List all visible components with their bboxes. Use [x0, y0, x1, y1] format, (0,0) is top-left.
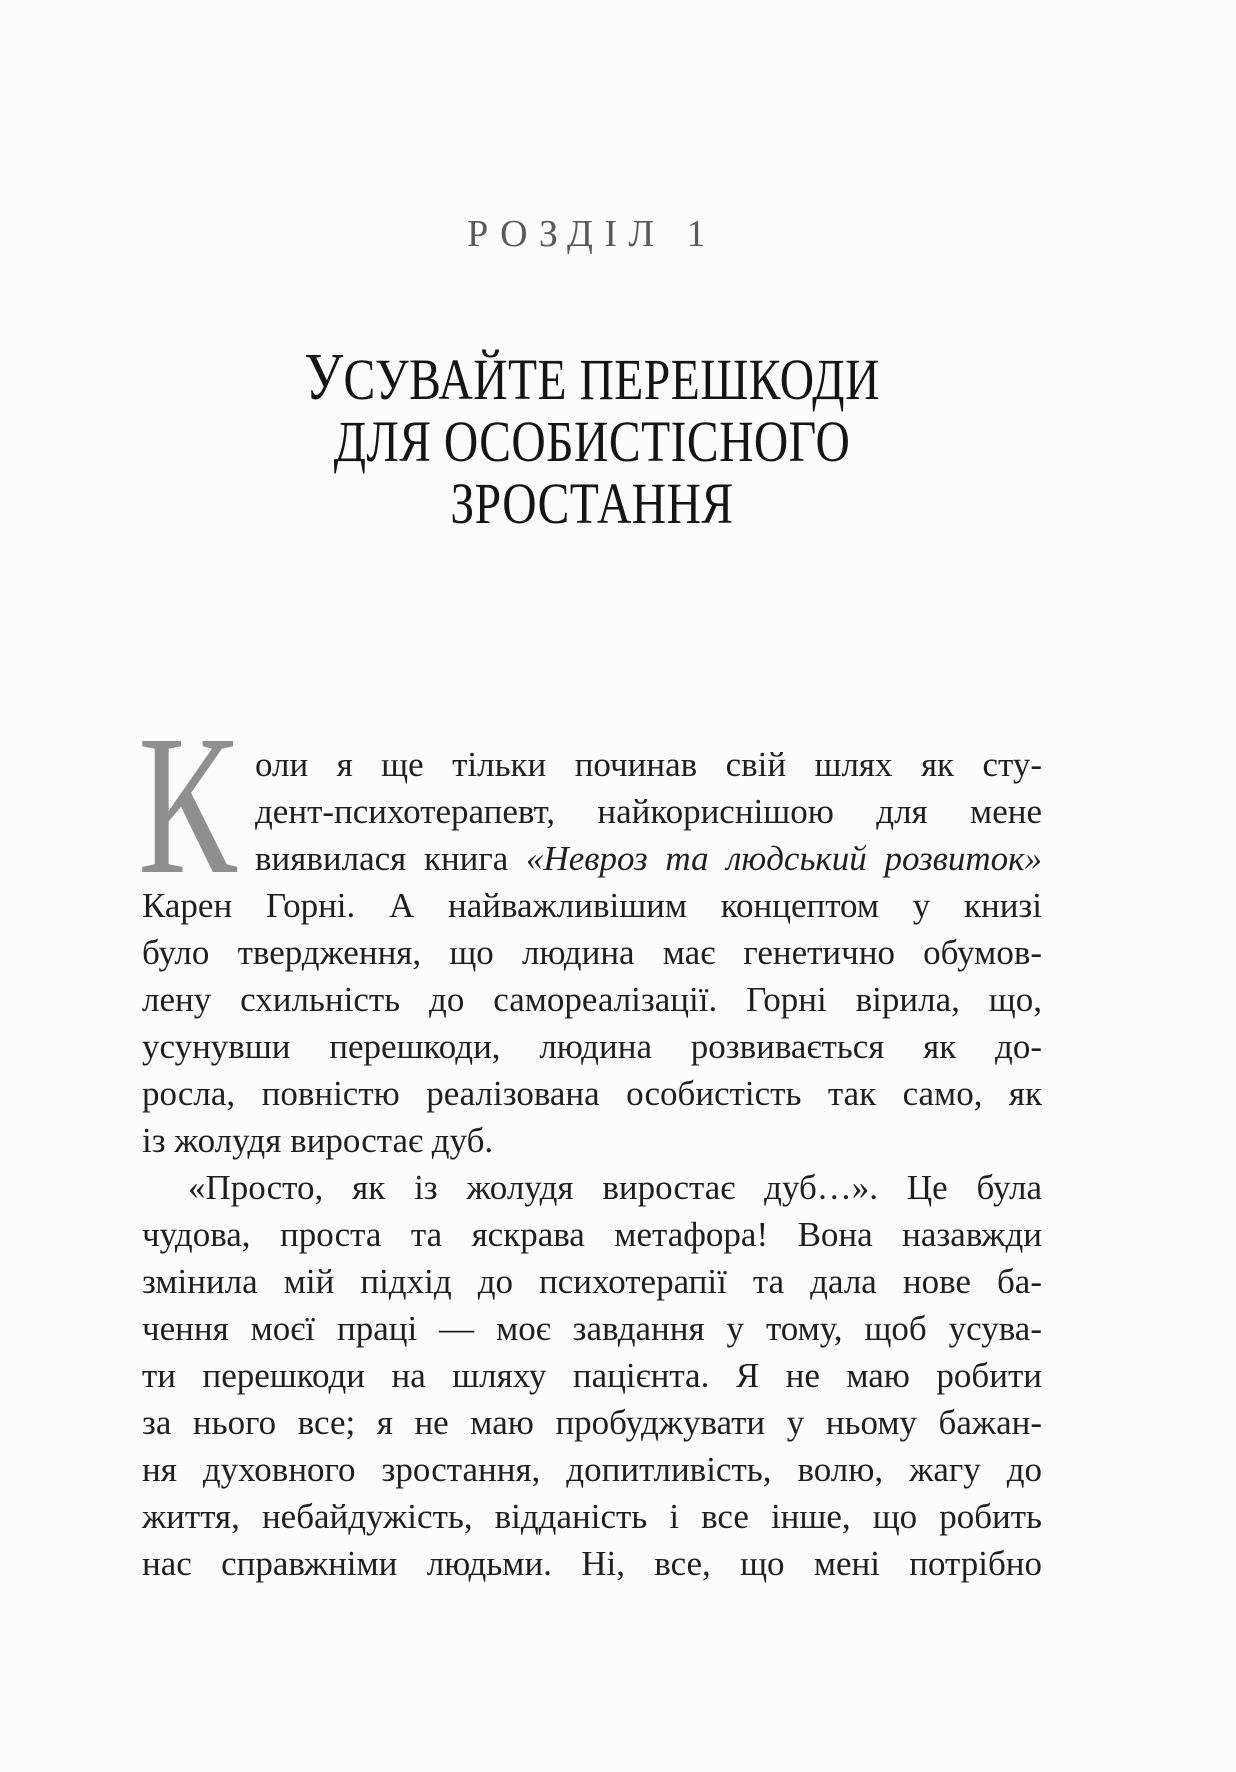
chapter-label: РОЗДІЛ 1: [467, 213, 717, 255]
body-line: росла, повністю реалізована особистість так само, як: [142, 1074, 1042, 1113]
body-line: Карен Горні. А найважливішим концептом у книзі: [142, 886, 1042, 925]
body-text: [142, 741, 1042, 1587]
body-line: оли я ще тільки починав свій шлях як сту-: [255, 745, 1042, 784]
chapter-title-line-1: УСУВАЙТЕ ПЕРЕШКОДИ: [304, 340, 880, 414]
chapter-title: [223, 340, 961, 536]
chapter-title-line-2: ДЛЯ ОСОБИСТІСНОГО: [333, 409, 851, 474]
body-line: чудова, проста та яскрава метафора! Вона назавжди: [142, 1215, 1042, 1254]
body-line-roman: виявилася книга: [255, 839, 526, 878]
body-line: змінила мій підхід до психотерапії та дала нове ба-: [142, 1262, 1042, 1301]
chapter-title-line-3: ЗРОСТАННЯ: [450, 471, 734, 536]
book-title-italic: «Невроз та людський розвиток»: [526, 839, 1042, 878]
body-line: дент-психотерапевт, найкориснішою для мене: [255, 792, 1042, 831]
body-line: із жолудя виростає дуб.: [142, 1121, 494, 1160]
body-line: за нього все; я не маю пробуджувати у ньому бажан-: [142, 1403, 1042, 1442]
body-line: життя, небайдужість, відданість і все інше, що робить: [142, 1497, 1042, 1536]
body-line: ня духовного зростання, допитливість, волю, жагу до: [142, 1450, 1042, 1489]
body-line: чення моєї праці — моє завдання у тому, щоб усува-: [142, 1309, 1042, 1348]
dropcap-letter: К: [138, 695, 237, 916]
body-line: «Просто, як із жолудя виростає дуб…». Це була: [188, 1168, 1042, 1207]
body-line: нас справжніми людьми. Ні, все, що мені потрібно: [142, 1544, 1042, 1583]
body-line: лену схильність до самореалізації. Горні вірила, що,: [142, 980, 1042, 1019]
body-line: [142, 835, 1042, 882]
body-line: усунувши перешкоди, людина розвивається як до-: [142, 1027, 1042, 1066]
body-line: було твердження, що людина має генетично обумов-: [142, 933, 1042, 972]
body-line: ти перешкоди на шляху пацієнта. Я не маю робити: [142, 1356, 1042, 1395]
